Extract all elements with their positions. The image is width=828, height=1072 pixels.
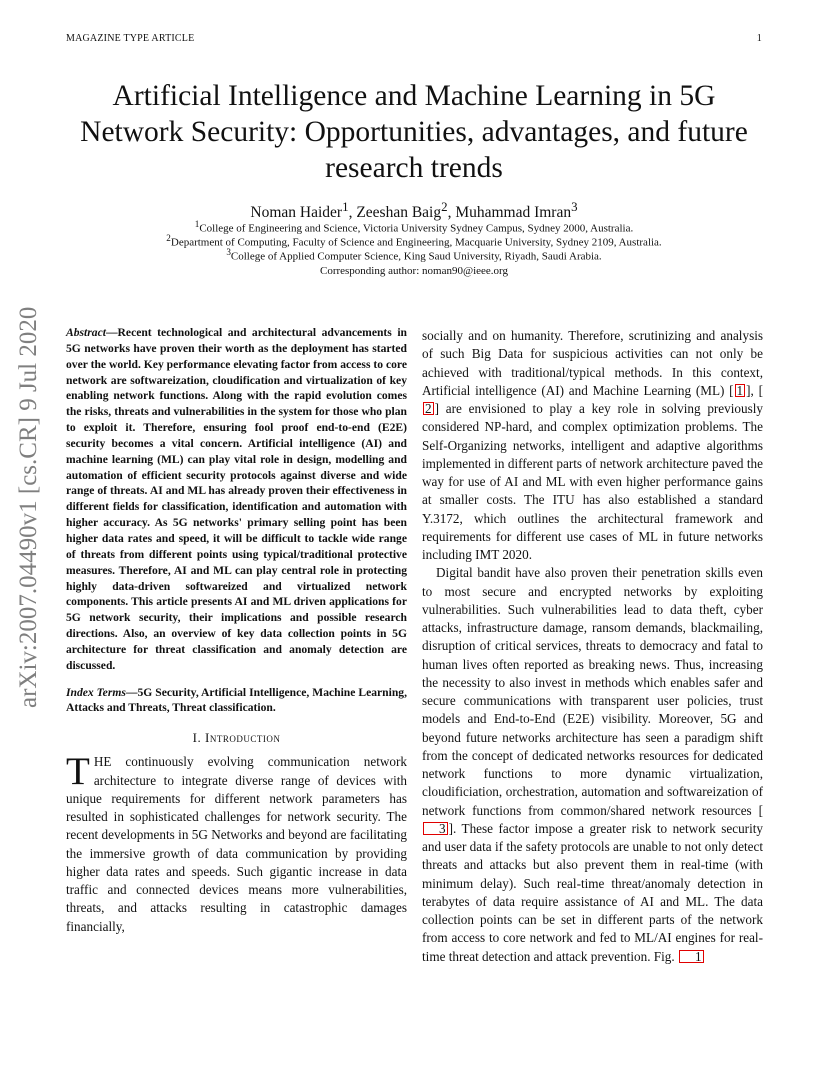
affiliation: $^1$College of Engineering and Science, Victoria University Sydney Campus, Sydney 2000, Australia. bbox=[194, 219, 634, 235]
corresponding-author: Corresponding author: noman90@ieee.org bbox=[319, 265, 509, 277]
running-header: MAGAZINE TYPE ARTICLE bbox=[66, 33, 195, 44]
body-paragraph: Digital bandit have also proven their penetration skills even to most secure and encrypted networks by exploiting vulnerabilities. Such vulnerabilities lead to data theft, cyber attacks, infrastructure damage, ransom demands, blackmailing, disruption of critical services, threats to democracy and fatal to human lives often reported as breaking news. Thus, increasing the necessity to also invest in methods which enables safer and secure communications with transparent user policies, trust models and End-to-End (E2E) visibility. Moreover, 5G and beyond future networks architecture has seen a paradigm shift from the concept of dedicated networks resources for dedicated network functions to more dynamic virtualization, cloudificiation, orchestration, automation and softwareization of network functions from common/shared network resources [3 ]. These factor impose a greater risk to network security and user data if the safety protocols are unable to not only detect threats and attacks but also prevent them in real-time (with minimum delay). Such real-time threat/anomaly detection in terabytes of data require assistance of AI and ML. The data collection points can be set in different parts of the network from access to core network and fed to ML/AI engines for real-time threat detection and attack prevention. Fig. 1 bbox=[422, 565, 763, 964]
author-name: Muhammad Imran bbox=[455, 204, 572, 222]
author-name: Noman Haider bbox=[250, 204, 343, 222]
right-column bbox=[422, 327, 763, 966]
affiliation: $^2$Department of Computing, Faculty of Science and Engineering, Macquarie University, Sydney 2109, Australia. bbox=[166, 233, 662, 249]
intro-text: continuously evolving communication network architecture to integrate diverse range of devices with unique requirements for different network parameters has resulted in sophisticated challenges for network security. The recent developments in 5G Networks and beyond are facilitating the immersive growth of data communication by providing higher data rates and speeds. Such gigantic increase in data traffic and connected devices means more vulnerabilities, threats, and attacks resulting in catastrophic damages financially, bbox=[66, 754, 407, 934]
paper-title: Artificial Intelligence and Machine Learning in 5G Network Security: Opportunities, advantages, and future research trends bbox=[80, 80, 748, 184]
author-name: Zeeshan Baig bbox=[356, 204, 442, 222]
citation-link[interactable]: 2 bbox=[425, 401, 432, 416]
citation-link[interactable]: 3 bbox=[423, 822, 448, 835]
arxiv-identifier-stamp: arXiv:2007.04490v1 [cs.CR] 9 Jul 2020 bbox=[15, 306, 42, 708]
index-terms-label: Index Terms bbox=[66, 685, 126, 699]
citation-link[interactable]: 1 bbox=[736, 382, 744, 398]
abstract-label: Abstract bbox=[66, 326, 106, 339]
abstract bbox=[66, 325, 407, 674]
index-terms bbox=[66, 685, 407, 717]
drop-cap: T bbox=[66, 750, 90, 794]
page-number: 1 bbox=[756, 33, 762, 44]
affiliation: $^3$College of Applied Computer Science, King Saud University, Riyadh, Saudi Arabia. bbox=[226, 247, 602, 263]
intro-caps: HE bbox=[93, 754, 112, 770]
abstract-text: —Recent technological and architectural advancements in 5G networks have proven their worth as the deployment has started over the world. Key performance elevating factor from access to core network are softwareization, cloudification and virtualization of key enabling network functions. Along with the rapid evolution comes the risks, threats and vulnerabilities in the system for those who plan to exploit it. Therefore, ensuring fool proof end-to-end (E2E) security becomes a vital concern. Artificial intelligence (AI) and machine learning (ML) can play vital role in design, modelling and automation of efficient security protocols against diverse and wide range of threats. AI and ML has already proven their effectiveness in different fields for classification, identification and automation with higher accuracy. As 5G networks' primary selling point has been higher data rates and speed, it will be difficult to tackle wide range of threats from different points using typical/traditional protective measures. Therefore, AI and ML can play central role in protecting highly data-driven softwareized and virtualized network components. This article presents AI and ML driven applications for 5G network security, their implications and possible research directions. Also, an overview of key data collection points in 5G architecture for threat classification and anomaly detection are discussed. bbox=[66, 326, 407, 672]
author-affil-mark: 2 bbox=[441, 199, 448, 214]
index-terms-text: —5G Security, Artificial Intelligence, Machine Learning, Attacks and Threats, Threat classification. bbox=[66, 685, 407, 715]
figure-reference-link[interactable]: 1 bbox=[679, 950, 704, 963]
intro-paragraph-continued: socially and on humanity. Therefore, scrutinizing and analysis of such Big Data for suspicious activities can not only be achieved with traditional/typical methods. In this context, Artificial intelligence (AI) and Machine Learning (ML) [ 1 ], [2 ] are envisioned to play a key role in solving previously considered NP-hard, and complex optimization problems. The Self-Organizing networks, intelligent and adaptive algorithms implemented in different parts of network architecture paved the way for use of AI and ML with even higher performance gains at smaller costs. The ITU has also established a standard Y.3172, which outlines the architectural framework and requirements for different use cases of ML in future networks including IMT 2020. bbox=[422, 328, 763, 562]
section-heading-introduction: I. Introduction bbox=[192, 730, 281, 746]
author-affil-mark: 3 bbox=[571, 199, 578, 214]
left-column bbox=[66, 325, 407, 936]
author-list: Noman Haider$^1$, Zeeshan Baig$^2$, Muhammad Imran$^3$ bbox=[250, 199, 578, 222]
intro-paragraph bbox=[66, 750, 407, 936]
author-affil-mark: 1 bbox=[342, 199, 349, 214]
